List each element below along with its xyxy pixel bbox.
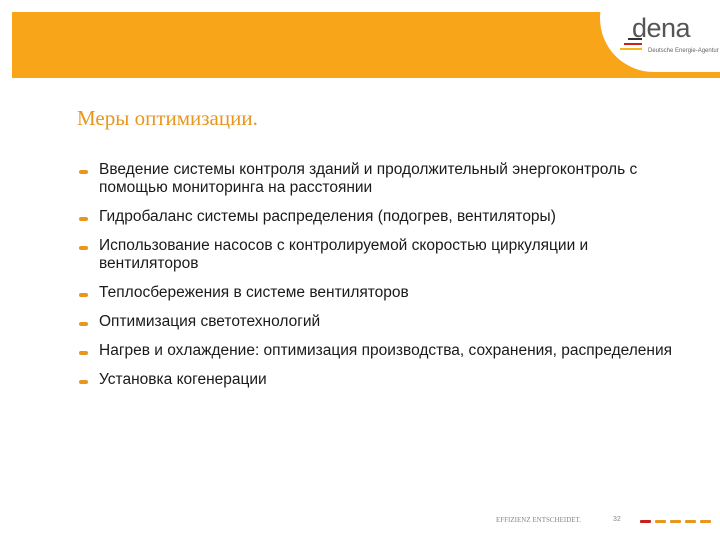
bullet-item	[77, 342, 677, 360]
bullet-dash-icon	[79, 170, 88, 174]
footer-dashes-icon	[640, 520, 720, 524]
bullet-text: Гидробаланс системы распределения (подогрев, вентиляторы)	[99, 208, 556, 225]
bullet-item	[77, 208, 677, 226]
bullet-text: Установка когенерации	[99, 371, 267, 388]
bullet-item	[77, 161, 677, 197]
bullet-list	[77, 161, 677, 400]
bullet-text: Теплосбережения в системе вентиляторов	[99, 284, 409, 301]
bullet-dash-icon	[79, 380, 88, 384]
bullet-text: Оптимизация светотехнологий	[99, 313, 321, 330]
dena-logo	[614, 14, 720, 62]
bullet-dash-icon	[79, 217, 88, 221]
bullet-item	[77, 284, 677, 302]
bullet-text: Нагрев и охлаждение: оптимизация производства, сохранения, распределения	[99, 342, 673, 359]
footer-brand-text: EFFIZIENZ ENTSCHEIDET.	[496, 516, 582, 524]
bullet-text: Введение системы контроля зданий и продолжительный энергоконтроль с помощью мониторинга на расстоянии	[99, 161, 638, 196]
bullet-dash-icon	[79, 351, 88, 355]
bullet-dash-icon	[79, 293, 88, 297]
bullet-item	[77, 313, 677, 331]
bullet-text: Использование насосов с контролируемой скоростью циркуляции и вентиляторов	[99, 237, 589, 272]
bullet-item	[77, 371, 677, 389]
bullet-item	[77, 237, 677, 273]
slide-title: Меры оптимизации.	[77, 106, 258, 130]
logo-wordmark: dena	[632, 13, 691, 43]
page-number: 32	[613, 516, 621, 523]
bullet-dash-icon	[79, 246, 88, 250]
bullet-dash-icon	[79, 322, 88, 326]
logo-tagline: Deutsche Energie-Agentur	[648, 48, 719, 54]
